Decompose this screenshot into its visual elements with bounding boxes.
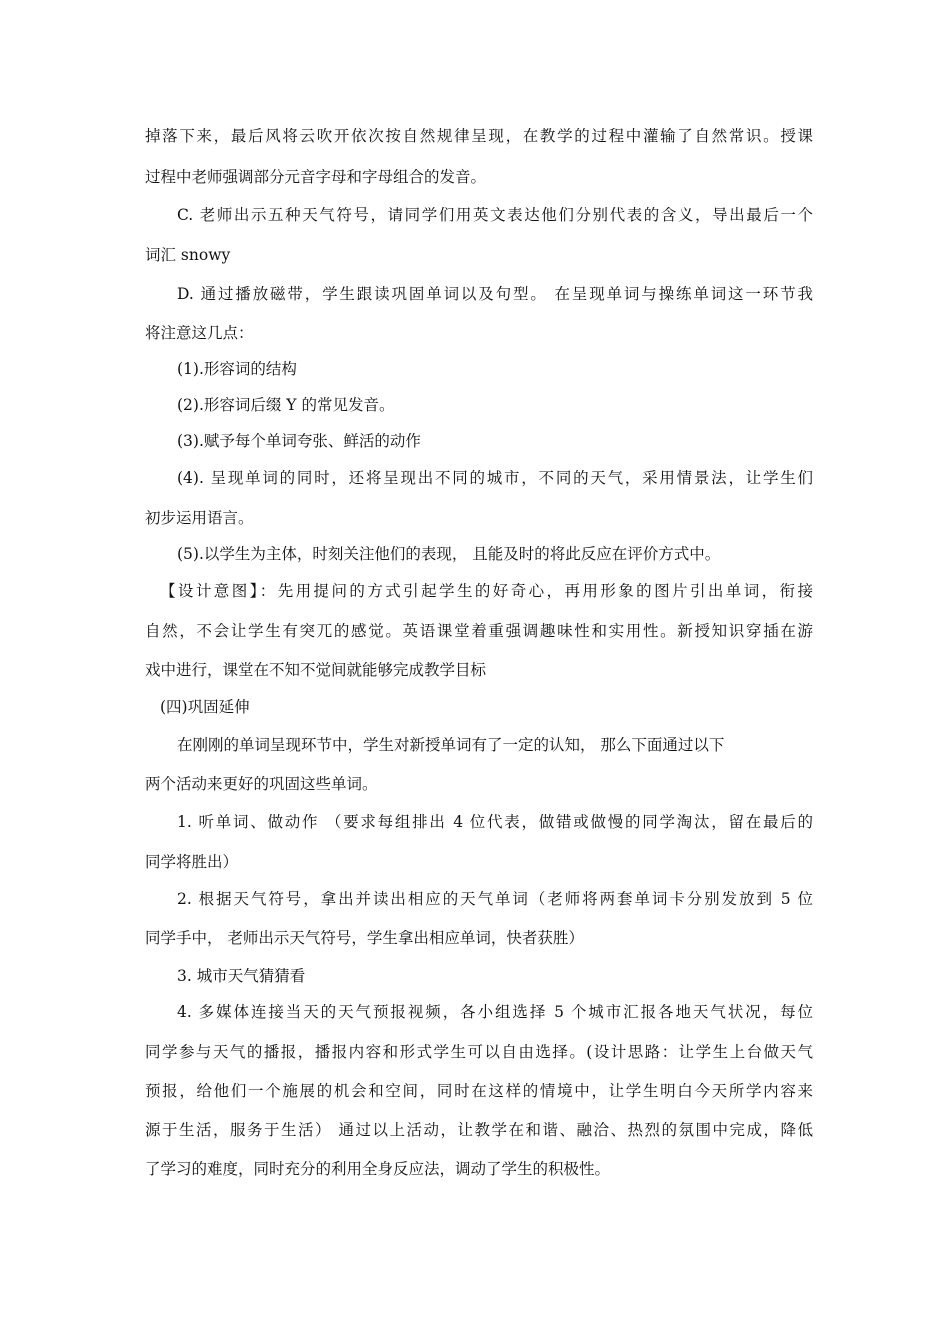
activity-item-3: 3. 城市天气猜猜看 (177, 967, 306, 985)
activity-item-2: 2. 根据天气符号，拿出并读出相应的天气单词（老师将两套单词卡分别发放到 5 位 (177, 890, 813, 908)
paragraph-line: 戏中进行，课堂在不知不觉间就能够完成教学目标 (145, 661, 487, 679)
list-item-3: (3).赋予每个单词夸张、鲜活的动作 (177, 432, 421, 450)
item-c-line: C. 老师出示五种天气符号，请同学们用英文表达他们分别代表的含义，导出最后一个 (177, 206, 813, 224)
activity-item-1: 1. 听单词、做动作 （要求每组排出 4 位代表，做错或做慢的同学淘汰，留在最后的 (177, 813, 813, 831)
paragraph-line: 两个活动来更好的巩固这些单词。 (145, 775, 378, 793)
paragraph-line: 掉落下来，最后风将云吹开依次按自然规律呈现，在教学的过程中灌输了自然常识。授课 (145, 127, 813, 145)
paragraph-line: 过程中老师强调部分元音字母和字母组合的发音。 (145, 168, 487, 186)
paragraph-line: 预报，给他们一个施展的机会和空间，同时在这样的情境中，让学生明白今天所学内容来 (145, 1082, 813, 1100)
list-item-5: (5).以学生为主体，时刻关注他们的表现， 且能及时的将此反应在评价方式中。 (177, 545, 721, 563)
list-item-4: (4). 呈现单词的同时，还将呈现出不同的城市，不同的天气，采用情景法，让学生们 (177, 469, 813, 487)
paragraph-line: 同学将胜出） (145, 853, 239, 871)
paragraph-line: 在刚刚的单词呈现环节中，学生对新授单词有了一定的认知， 那么下面通过以下 (177, 736, 725, 754)
paragraph-line: 同学手中， 老师出示天气符号，学生拿出相应单词，快者获胜） (145, 929, 584, 947)
paragraph-line: 了学习的难度，同时充分的利用全身反应法，调动了学生的积极性。 (145, 1160, 611, 1178)
paragraph-line: 将注意这几点： (145, 324, 254, 342)
activity-item-4: 4. 多媒体连接当天的天气预报视频，各小组选择 5 个城市汇报各地天气状况，每位 (177, 1003, 813, 1021)
paragraph-line: 词汇 snowy (145, 246, 231, 264)
design-intent-line: 【设计意图】：先用提问的方式引起学生的好奇心，再用形象的图片引出单词，衔接 (160, 582, 813, 600)
paragraph-line: 初步运用语言。 (145, 509, 254, 527)
paragraph-line: 源于生活，服务于生活） 通过以上活动，让教学在和谐、融洽、热烈的氛围中完成，降低 (145, 1121, 813, 1139)
paragraph-line: 自然，不会让学生有突兀的感觉。英语课堂着重强调趣味性和实用性。新授知识穿插在游 (145, 622, 813, 640)
section-heading: (四)巩固延伸 (160, 698, 250, 716)
list-item-1: (1).形容词的结构 (177, 360, 297, 378)
item-d-line: D. 通过播放磁带，学生跟读巩固单词以及句型。 在呈现单词与操练单词这一环节我 (177, 285, 813, 303)
paragraph-line: 同学参与天气的播报，播报内容和形式学生可以自由选择。(设计思路：让学生上台做天气 (145, 1043, 813, 1061)
list-item-2: (2).形容词后缀 Y 的常见发音。 (177, 396, 395, 414)
